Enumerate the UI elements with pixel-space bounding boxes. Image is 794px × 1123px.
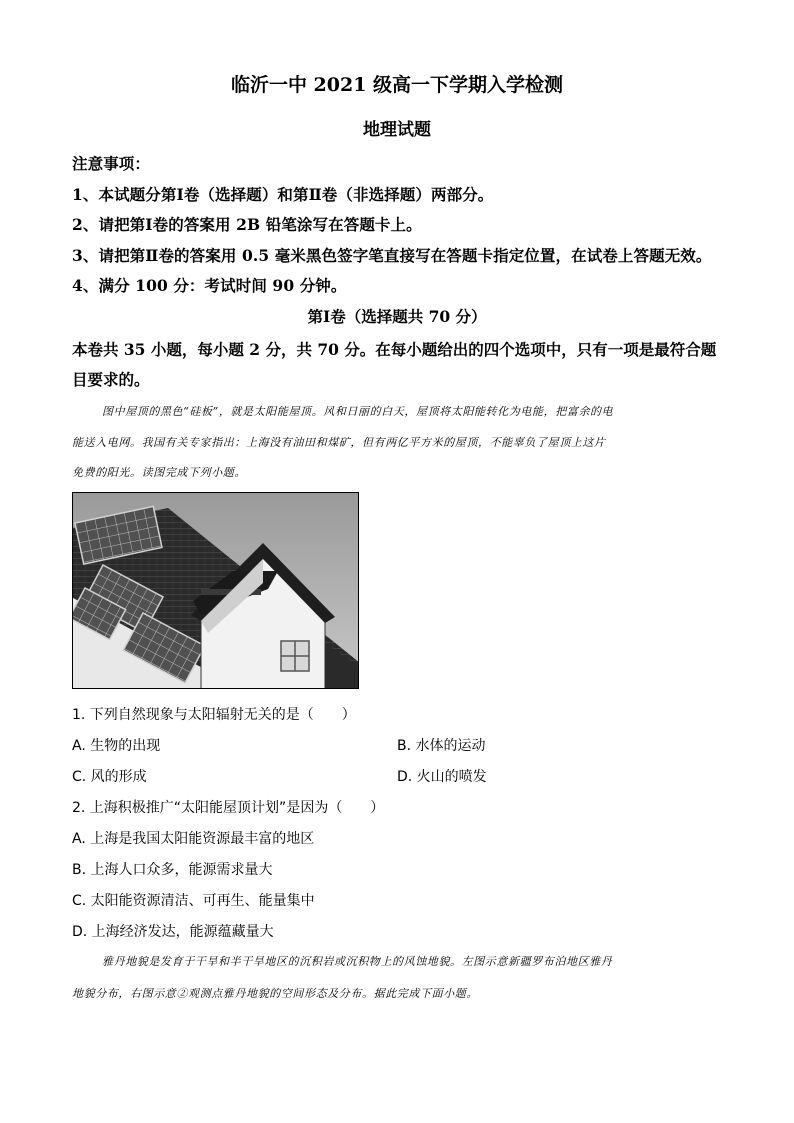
- question-stem: 2. 上海积极推广“太阳能屋顶计划”是因为（ ）: [72, 800, 385, 816]
- passage-text: 雅丹地貌是发育于干旱和半干旱地区的沉积岩或沉积物上的风蚀地貌。左图示意新疆罗布泊地区雅丹: [102, 955, 613, 968]
- passage-text: 地貌分布，右图示意②观测点雅丹地貌的空间形态及分布。据此完成下面小题。: [72, 987, 478, 1000]
- option-b: B. 上海人口众多，能源需求量大: [72, 862, 273, 878]
- option-b: B. 水体的运动: [397, 738, 486, 754]
- notes-heading: 注意事项：: [72, 154, 151, 173]
- note-item: 2、请把第Ⅰ卷的答案用 2B 铅笔涂写在答题卡上。: [72, 215, 422, 234]
- note-item: 4、满分 100 分：考试时间 90 分钟。: [72, 276, 347, 295]
- section-intro: 目要求的。: [72, 370, 150, 389]
- option-d: D. 上海经济发达，能源蕴藏量大: [72, 924, 274, 940]
- question-stem: 1. 下列自然现象与太阳辐射无关的是（ ）: [72, 707, 356, 723]
- note-item: 1、本试题分第Ⅰ卷（选择题）和第Ⅱ卷（非选择题）两部分。: [72, 185, 494, 204]
- option-a: A. 上海是我国太阳能资源最丰富的地区: [72, 831, 315, 847]
- option-d: D. 火山的喷发: [397, 769, 487, 785]
- section-intro: 本卷共 35 小题，每小题 2 分，共 70 分。在每小题给出的四个选项中，只有一项是最符合题: [72, 340, 717, 359]
- option-a: A. 生物的出现: [72, 738, 161, 754]
- passage-text: 免费的阳光。读图完成下列小题。: [72, 466, 246, 479]
- option-c: C. 风的形成: [72, 769, 147, 785]
- solar-roof-photo: [72, 492, 359, 689]
- option-c: C. 太阳能资源清洁、可再生、能量集中: [72, 893, 315, 909]
- exam-subtitle: 地理试题: [363, 120, 431, 140]
- passage-text: 图中屋顶的黑色“硅板”，就是太阳能屋顶。风和日丽的白天，屋顶将太阳能转化为电能，把富余的电: [102, 405, 614, 418]
- section-heading: 第Ⅰ卷（选择题共 70 分）: [307, 307, 487, 326]
- passage-text: 能送入电网。我国有关专家指出：上海没有油田和煤矿，但有两亿平方米的屋顶，不能辜负了屋顶上这片: [72, 436, 606, 449]
- exam-title: 临沂一中 2021 级高一下学期入学检测: [230, 74, 564, 96]
- note-item: 3、请把第Ⅱ卷的答案用 0.5 毫米黑色签字笔直接写在答题卡指定位置，在试卷上答题无效。: [72, 246, 712, 265]
